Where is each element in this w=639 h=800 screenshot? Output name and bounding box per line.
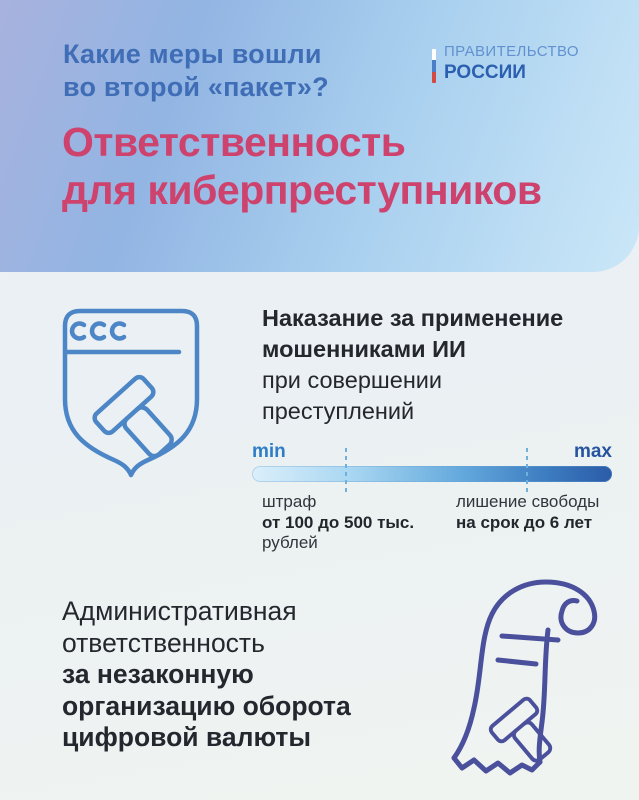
ai-heading-line-3: при совершении <box>262 367 443 393</box>
flag-white-stripe <box>432 49 436 60</box>
shield-gavel-icon <box>60 306 202 480</box>
min-label: min <box>252 441 286 462</box>
crypto-line-1: Административная <box>62 596 297 626</box>
ai-heading-line-2: мошенниками ИИ <box>262 336 466 362</box>
fine-caption <box>262 492 456 554</box>
title-line-1: Ответственность <box>62 119 406 165</box>
flag-red-stripe <box>432 72 436 83</box>
fine-caption-line-1: штраф <box>262 492 317 511</box>
fine-caption-line-3: рублей <box>262 533 318 552</box>
hero-card <box>0 0 639 272</box>
imprisonment-caption-line-1: лишение свободы <box>456 492 600 511</box>
scale-dashed-marker-1 <box>345 448 347 492</box>
fine-caption-line-2: от 100 до 500 тыс. <box>262 512 415 532</box>
imprisonment-caption-line-2: на срок до 6 лет <box>456 512 593 532</box>
ai-heading-line-1: Наказание за применение <box>262 305 564 331</box>
scale-labels <box>252 442 612 463</box>
kicker-text <box>63 38 329 104</box>
crypto-line-2: ответственность <box>62 627 265 658</box>
kicker-line-1: Какие меры вошли <box>63 39 322 69</box>
scale-captions <box>262 492 622 554</box>
scale-dashed-marker-2 <box>526 448 528 492</box>
russia-flag-bar-icon <box>432 49 436 83</box>
flag-blue-stripe <box>432 60 436 71</box>
logo-line-2: РОССИИ <box>444 62 526 83</box>
ai-heading-line-4: преступлений <box>262 398 415 424</box>
kicker-line-2: во второй «пакет»? <box>63 72 329 102</box>
scroll-gavel-icon <box>428 570 618 792</box>
logo-line-1: ПРАВИТЕЛЬСТВО <box>444 43 579 60</box>
government-logo <box>432 44 579 83</box>
ai-section-heading <box>262 303 563 427</box>
max-label: max <box>573 441 612 462</box>
page-title <box>62 118 542 214</box>
imprisonment-caption <box>456 492 622 554</box>
penalty-scale <box>252 442 612 482</box>
title-line-2: для киберпреступников <box>62 167 542 213</box>
crypto-line-3: за незаконную <box>62 659 254 689</box>
crypto-line-5: цифровой валюты <box>62 722 312 752</box>
logo-text <box>444 44 579 82</box>
crypto-line-4: организацию оборота <box>62 690 351 721</box>
gradient-scale-bar <box>252 466 612 482</box>
crypto-section-text <box>62 596 351 754</box>
